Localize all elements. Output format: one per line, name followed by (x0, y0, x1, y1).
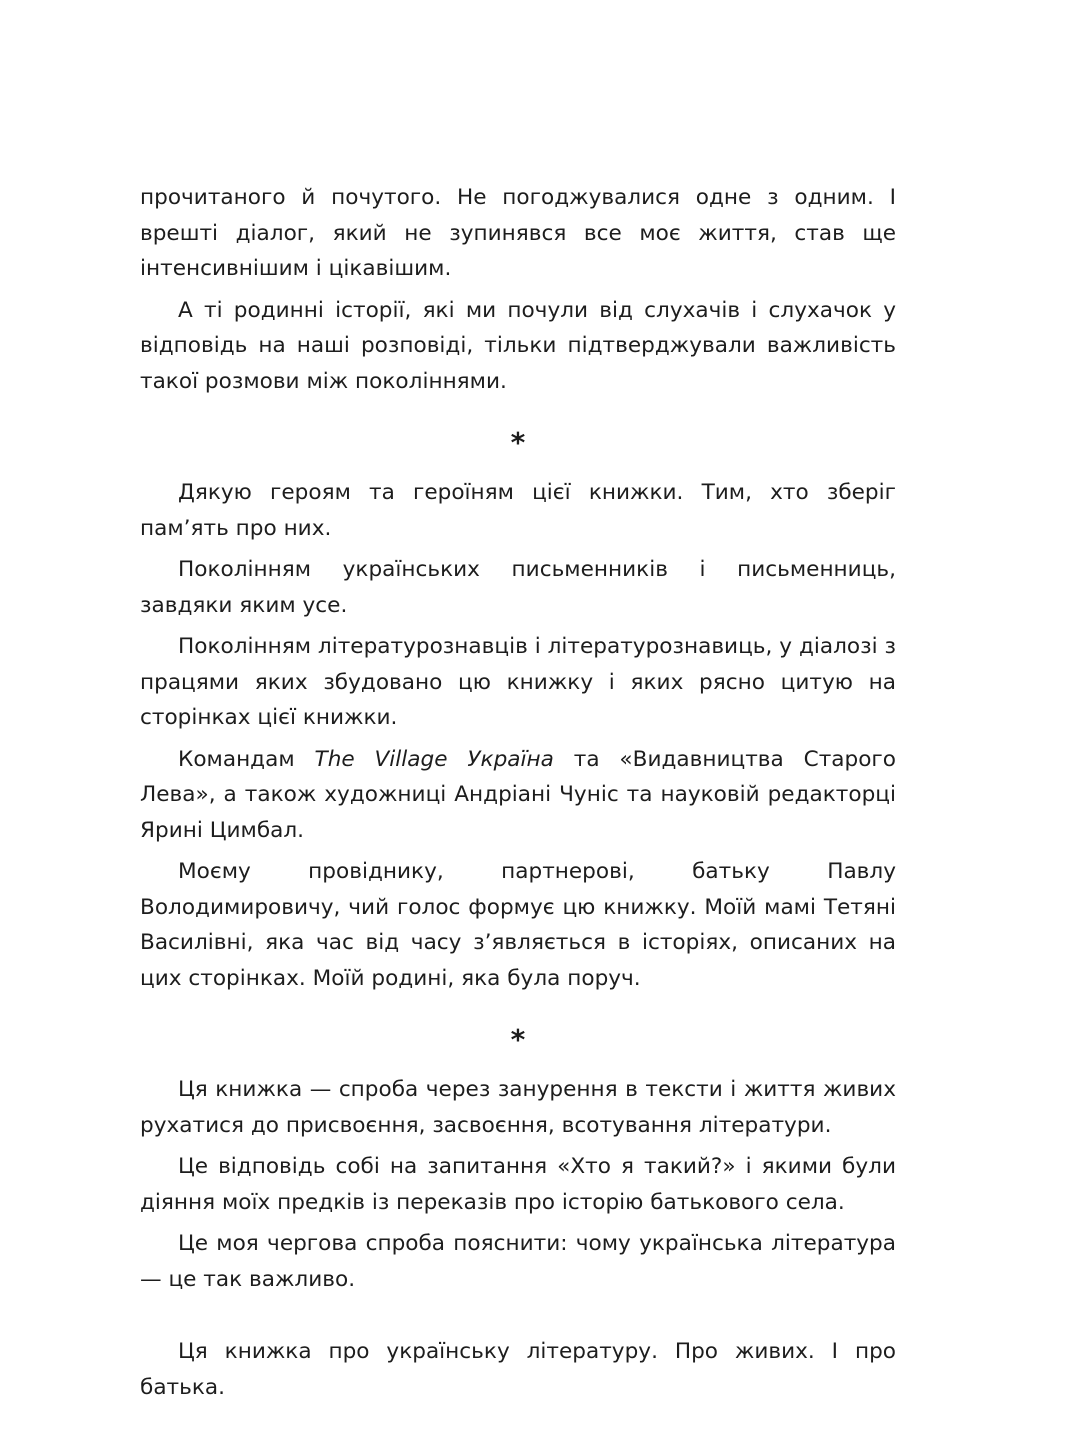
paragraph: Дякую героям та героїням цієї книжки. Тим, хто зберіг пам’ять про них. (140, 480, 896, 541)
text-run: та «Видавництва Старого Лева», а також художниці Андріані Чуніс та науковій редакторці Ярині Цимбал. (140, 746, 896, 843)
paragraph: Поколінням українських письменників і письменниць, завдяки яким усе. (140, 557, 896, 618)
section-separator: * (510, 1023, 526, 1056)
paragraph-acknowledgement-teams (140, 742, 896, 849)
page-body (140, 180, 896, 1405)
paragraph: Це відповідь собі на запитання «Хто я такий?» і якими були діяння моїх предків із переказів про історію батькового села. (140, 1154, 896, 1215)
paragraph: А ті родинні історії, які ми почули від слухачів і слухачок у відповідь на наші розповіді, тільки підтверджували важливість такої розмови між поколіннями. (140, 297, 896, 394)
text-run: Командам (178, 746, 315, 772)
closing-paragraph: Ця книжка про українську літературу. Про живих. І про батька. (140, 1339, 896, 1400)
paragraph: Ця книжка — спроба через занурення в тексти і життя живих рухатися до присвоєння, засвоєння, всотування літератури. (140, 1077, 896, 1138)
paragraph: Поколінням літературознавців і літературознавиць, у діалозі з працями яких збудовано цю книжку і яких рясно цитую на сторінках цієї книжки. (140, 634, 896, 730)
section-separator: * (510, 426, 526, 459)
text-run-italic: The Village Україна (314, 746, 554, 772)
paragraph: Моєму провіднику, партнерові, батьку Павлу Володимировичу, чий голос формує цю книжку. Моїй мамі Тетяні Василівні, яка час від часу з’являється в історіях, описаних на цих сторінках. Моїй родині, яка була поруч. (140, 859, 896, 991)
paragraph: прочитаного й почутого. Не погоджувалися одне з одним. І врешті діалог, який не зупинявся все моє життя, став ще інтенсивнішим і цікавішим. (140, 185, 896, 281)
paragraph: Це моя чергова спроба пояснити: чому українська література — це так важливо. (140, 1231, 896, 1292)
